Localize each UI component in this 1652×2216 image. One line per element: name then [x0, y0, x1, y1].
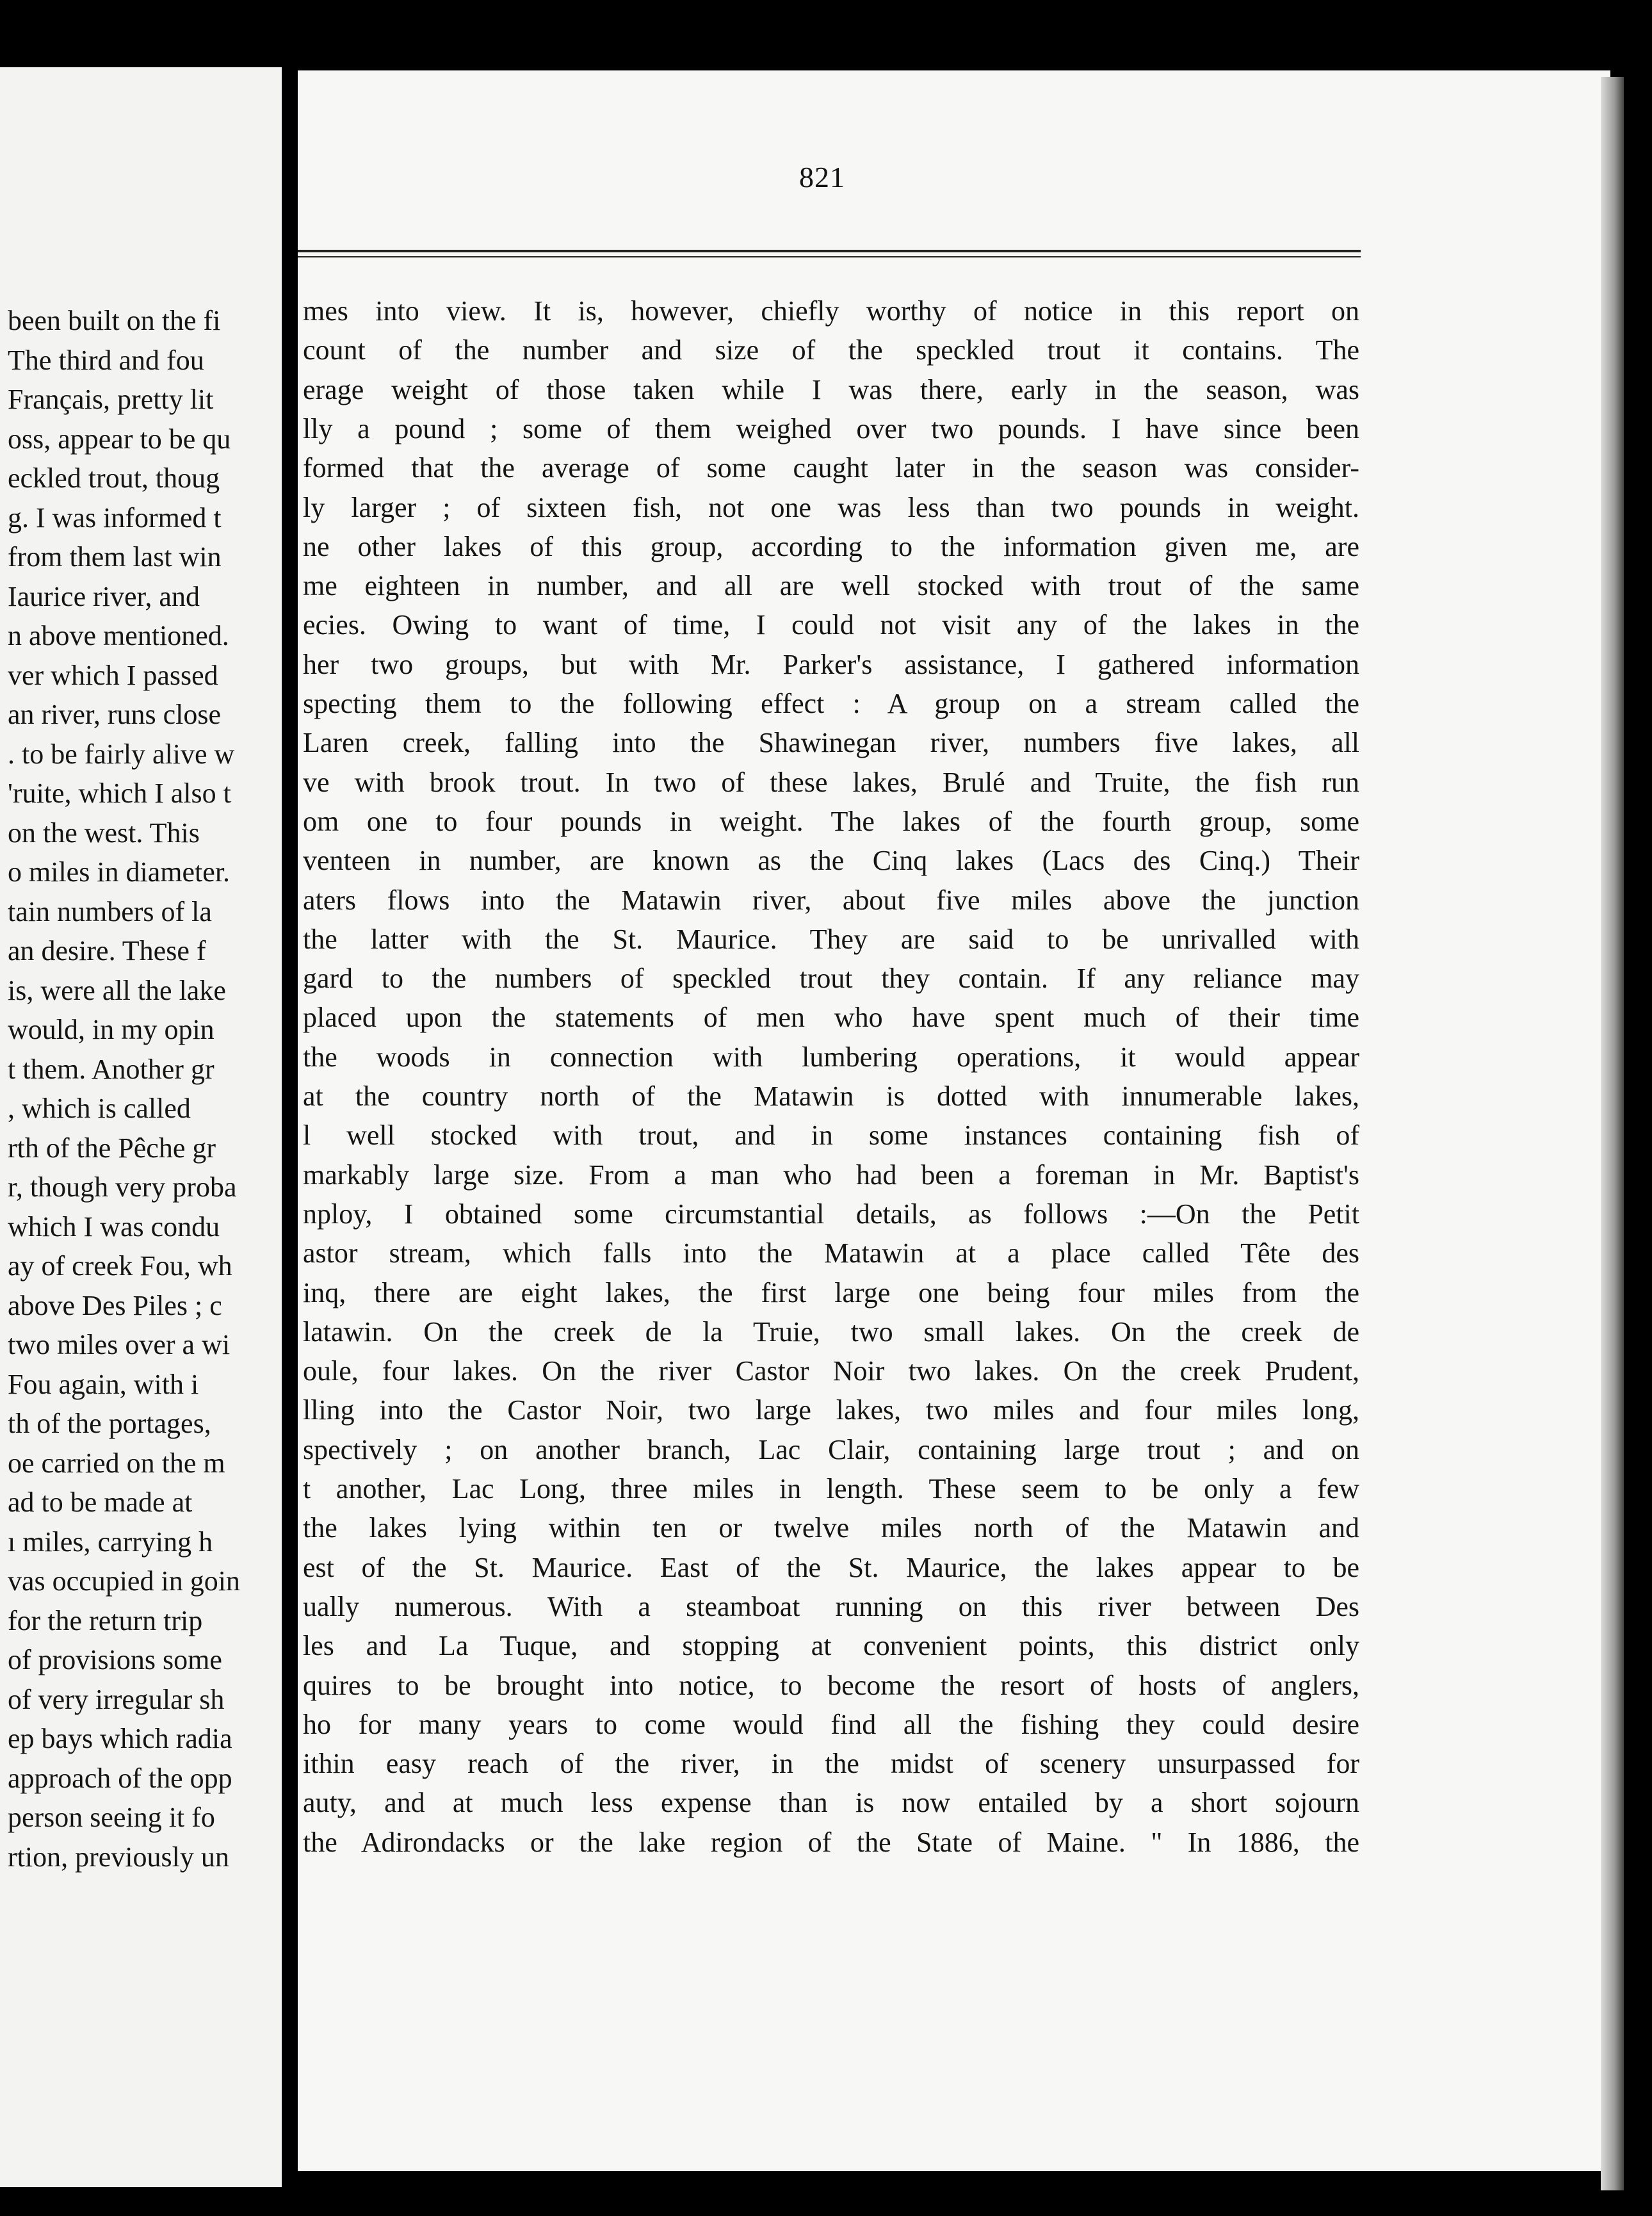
left-text-line: t them. Another gr — [8, 1053, 215, 1085]
left-text-line: of provisions some — [8, 1644, 222, 1675]
right-text-line: at the country north of the Matawin is dotted with innumerable lakes, — [303, 1080, 1359, 1112]
left-text-line: , which is called — [8, 1093, 191, 1124]
header-rule-thin — [298, 256, 1361, 257]
right-text-line: the lakes lying within ten or twelve miles north of the Matawin and — [303, 1512, 1359, 1544]
left-text-line: r, though very proba — [8, 1171, 237, 1203]
right-text-line: markably large size. From a man who had been a foreman in Mr. Baptist's — [303, 1159, 1359, 1191]
right-text-line: astor stream, which falls into the Matawin at a place called Tête des — [303, 1237, 1359, 1269]
left-text-line: above Des Piles ; c — [8, 1289, 222, 1321]
right-text-line: Laren creek, falling into the Shawinegan river, numbers five lakes, all — [303, 727, 1359, 759]
header-rule — [298, 250, 1361, 252]
left-text-line: for the return trip — [8, 1604, 203, 1636]
right-text-line: venteen in number, are known as the Cinq lakes (Lacs des Cinq.) Their — [303, 845, 1359, 877]
left-text-line: th of the portages, — [8, 1408, 211, 1439]
left-text-line: Français, pretty lit — [8, 384, 214, 415]
right-text-line: l well stocked with trout, and in some instances containing fish of — [303, 1120, 1359, 1152]
right-text-line: count of the number and size of the speckled trout it contains. The — [303, 334, 1359, 366]
page-number: 821 — [799, 161, 845, 193]
right-text-line: formed that the average of some caught later in the season was consider- — [303, 452, 1359, 484]
right-text-line: ne other lakes of this group, according to the information given me, are — [303, 530, 1359, 562]
left-text-line: an desire. These f — [8, 935, 206, 966]
right-text-line: latawin. On the creek de la Truie, two small lakes. On the creek de — [303, 1316, 1359, 1348]
right-text-line: the woods in connection with lumbering operations, it would appear — [303, 1041, 1359, 1073]
right-text-line: om one to four pounds in weight. The lakes of the fourth group, some — [303, 805, 1359, 837]
page-edge — [1601, 77, 1624, 2190]
right-text-line: me eighteen in number, and all are well stocked with trout of the same — [303, 570, 1359, 602]
left-text-line: an river, runs close — [8, 699, 222, 730]
right-text-line: t another, Lac Long, three miles in length. These seem to be only a few — [303, 1473, 1359, 1504]
left-text-line: eckled trout, thoug — [8, 462, 220, 494]
left-text-line: ad to be made at — [8, 1487, 193, 1518]
right-text-line: lling into the Castor Noir, two large lakes, two miles and four miles long, — [303, 1394, 1359, 1426]
left-text-line: of very irregular sh — [8, 1683, 225, 1715]
left-text-line: on the west. This — [8, 817, 200, 849]
right-text-line: nploy, I obtained some circumstantial details, as follows :—On the Petit — [303, 1198, 1359, 1230]
left-text-line: ı miles, carrying h — [8, 1526, 213, 1558]
left-text-line: which I was condu — [8, 1210, 220, 1242]
left-text-line: vas occupied in goin — [8, 1565, 240, 1597]
left-text-line: o miles in diameter. — [8, 856, 231, 888]
left-text-line: . to be fairly alive w — [8, 738, 235, 770]
left-text-line: oe carried on the m — [8, 1447, 225, 1479]
left-text-line: from them last win — [8, 541, 222, 573]
right-text-line: ecies. Owing to want of time, I could not visit any of the lakes in the — [303, 609, 1359, 641]
left-text-line: would, in my opin — [8, 1014, 215, 1045]
left-text-line: approach of the opp — [8, 1762, 232, 1794]
right-text-line: erage weight of those taken while I was there, early in the season, was — [303, 373, 1359, 405]
right-text-line: ly larger ; of sixteen fish, not one was less than two pounds in weight. — [303, 491, 1359, 523]
right-text-line: oule, four lakes. On the river Castor Noir two lakes. On the creek Prudent, — [303, 1355, 1359, 1387]
left-text-line: tain numbers of la — [8, 895, 212, 927]
right-text-line: quires to be brought into notice, to become the resort of hosts of anglers, — [303, 1669, 1359, 1701]
left-text-line: person seeing it fo — [8, 1802, 215, 1833]
right-text-line: placed upon the statements of men who have spent much of their time — [303, 1002, 1359, 1034]
left-text-line: Fou again, with i — [8, 1368, 199, 1400]
left-text-line: rth of the Pêche gr — [8, 1132, 216, 1164]
left-text-line: ver which I passed — [8, 659, 218, 691]
right-text-line: spectively ; on another branch, Lac Clair, containing large trout ; and on — [303, 1433, 1359, 1465]
left-text-line: 'ruite, which I also t — [8, 778, 231, 809]
left-text-line: n above mentioned. — [8, 620, 229, 651]
right-text-line: aters flows into the Matawin river, about five miles above the junction — [303, 884, 1359, 916]
right-text-line: les and La Tuque, and stopping at convenient points, this district only — [303, 1630, 1359, 1662]
right-text-line: inq, there are eight lakes, the first large one being four miles from the — [303, 1276, 1359, 1308]
left-text-line: rtion, previously un — [8, 1841, 229, 1873]
left-text-line: been built on the fi — [8, 305, 221, 336]
right-text-line: mes into view. It is, however, chiefly worthy of notice in this report on — [303, 295, 1359, 327]
left-text-line: ep bays which radia — [8, 1723, 232, 1754]
right-text-line: gard to the numbers of speckled trout they contain. If any reliance may — [303, 963, 1359, 995]
right-text-line: ithin easy reach of the river, in the midst of scenery unsurpassed for — [303, 1748, 1359, 1780]
left-text-line: g. I was informed t — [8, 501, 222, 534]
right-text-line: est of the St. Maurice. East of the St. Maurice, the lakes appear to be — [303, 1551, 1359, 1583]
right-text-line: ve with brook trout. In two of these lakes, Brulé and Truite, the fish run — [303, 766, 1359, 798]
left-text-line: Iaurice river, and — [8, 580, 200, 612]
left-text-line: ay of creek Fou, wh — [8, 1250, 232, 1282]
left-text-line: oss, appear to be qu — [8, 423, 231, 455]
right-text-line: ually numerous. With a steamboat running on this river between Des — [303, 1590, 1359, 1622]
left-text-line: is, were all the lake — [8, 974, 226, 1006]
book-gutter — [282, 77, 298, 2216]
right-text-line: the latter with the St. Maurice. They are said to be unrivalled with — [303, 923, 1359, 955]
right-text-line: specting them to the following effect : A group on a stream called the — [303, 688, 1359, 719]
right-text-line: ho for many years to come would find all the fishing they could desire — [303, 1708, 1359, 1740]
right-text-line: the Adirondacks or the lake region of the State of Maine. " In 1886, the — [303, 1826, 1359, 1858]
left-text-line: The third and fou — [8, 344, 204, 376]
right-text-line: her two groups, but with Mr. Parker's assistance, I gathered information — [303, 648, 1359, 680]
right-text-line: lly a pound ; some of them weighed over two pounds. I have since been — [303, 412, 1359, 444]
right-text-line: auty, and at much less expense than is now entailed by a short sojourn — [303, 1787, 1359, 1819]
left-page — [0, 67, 282, 2187]
left-text-line: two miles over a wi — [8, 1329, 231, 1360]
